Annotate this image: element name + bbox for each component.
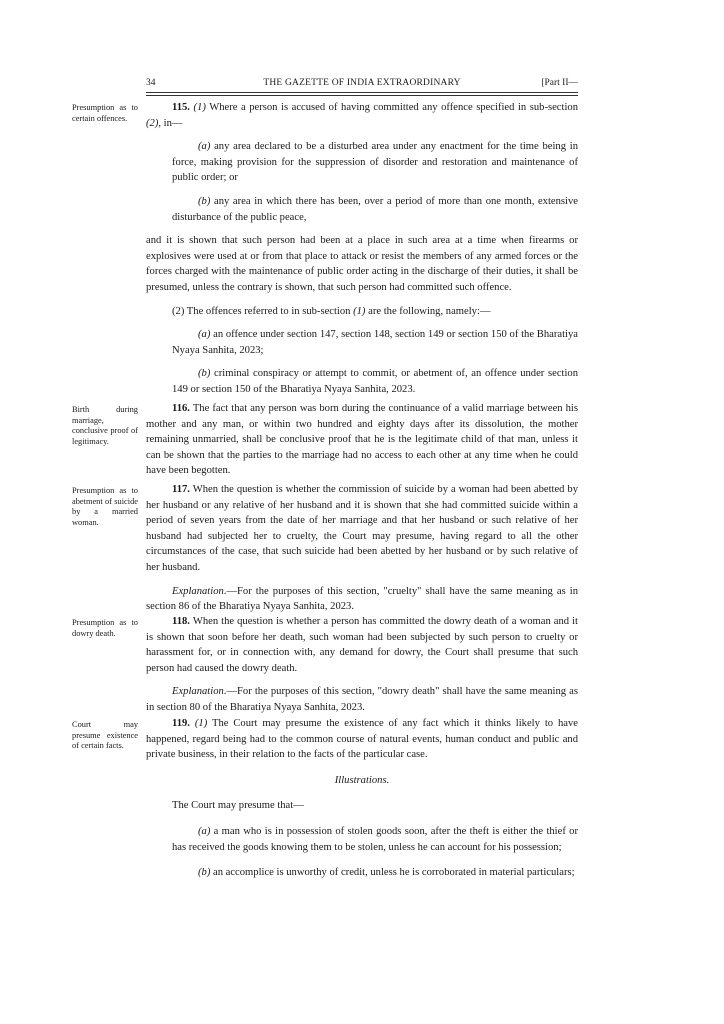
section-number: 115. (172, 102, 190, 113)
subsection-mark: (1) (194, 718, 208, 729)
header-rule-top (146, 92, 578, 93)
gazette-title: THE GAZETTE OF INDIA EXTRAORDINARY (263, 78, 461, 88)
section-119 (146, 716, 578, 881)
illustration-a (146, 824, 578, 855)
section-number: 117. (172, 484, 190, 495)
margin-note-119: Court may presume existence of certain facts. (72, 720, 138, 751)
section-118 (146, 614, 578, 716)
section-116-text (146, 401, 578, 479)
section-118-explanation (146, 684, 578, 715)
explanation-label: Explanation (172, 686, 224, 698)
section-text: Where a person is accused of having committed any offence specified in sub-section (205, 102, 578, 113)
explanation-label: Explanation (172, 585, 224, 597)
explanation-text: .—For the purposes of this section, "dowry death" shall have the same meaning as in section 80 of the Bharatiya Nyaya Sanhita, 2023. (146, 686, 578, 713)
clause-text: an accomplice is unworthy of credit, unless he is corroborated in material particulars; (210, 867, 575, 879)
clause-a (146, 139, 578, 186)
clause-mark: (a) (198, 141, 211, 153)
section-115-sub2 (146, 304, 578, 320)
clause-mark: (b) (198, 867, 211, 879)
subsection-mark: (1) (193, 102, 206, 113)
part-label: [Part II— (541, 78, 578, 88)
section-text: , in— (158, 117, 183, 129)
section-text: When the question is whether a person has committed the dowry death of a woman and it is shown that soon before her death, such woman had been subjected by such person to cruelty or harassment for, or in connection with, any demand for dowry, the Court shall presume that such person had caused the dowry death. (146, 616, 578, 674)
section-number: 119. (172, 718, 190, 729)
margin-note-116: Birth during marriage, conclusive proof of legitimacy. (72, 405, 138, 446)
clause-text: a man who is in possession of stolen goods soon, after the theft is either the thief or has received the goods knowing them to be stolen, unless he can account for his possession; (172, 825, 578, 853)
clause-text: any area declared to be a disturbed area under any enactment for the time being in force, making provision for the suppression of disorder and restoration and maintenance of public order; or (172, 141, 578, 184)
clause-2b (146, 366, 578, 397)
section-115 (146, 100, 578, 398)
clause-mark: (a) (198, 329, 211, 341)
running-header (146, 78, 578, 92)
section-number: 116. (172, 403, 190, 414)
clause-text: any area in which there has been, over a period of more than one month, extensive disturbance of the public peace, (172, 195, 578, 223)
clause-text: an offence under section 147, section 148, section 149 or section 150 of the Bharatiya Nyaya Sanhita, 2023; (172, 329, 578, 356)
section-115-continuation: and it is shown that such person had been at a place in such area at a time when firearms or explosives were used at or from that place to attack or resist the members of any armed forces or the forces charged with the maintenance of public order acting in the discharge of their duties, it shall be presumed, unless the contrary is shown, that such person had committed such offence. (146, 235, 578, 293)
section-text: are the following, namely:— (365, 305, 491, 317)
margin-note-115: Presumption as to certain offences. (72, 103, 138, 123)
clause-mark: (a) (198, 825, 211, 837)
page-number: 34 (146, 78, 156, 88)
clause-mark: (b) (198, 195, 211, 207)
section-text: (2) The offences referred to in sub-section (172, 305, 354, 317)
section-116 (146, 401, 578, 479)
section-117-text (146, 482, 578, 576)
illustrations-label: Illustrations. (334, 774, 390, 786)
illustration-b (146, 865, 578, 881)
presume-lead: The Court may presume that— (172, 800, 304, 812)
section-117 (146, 482, 578, 615)
section-118-text (146, 614, 578, 676)
illustrations-heading (146, 773, 578, 789)
clause-b (146, 194, 578, 225)
subsection-ref: (1) (353, 305, 366, 317)
header-rule-bottom (146, 95, 578, 96)
section-117-explanation (146, 584, 578, 615)
explanation-text: .—For the purposes of this section, "cruelty" shall have the same meaning as in section 86 of the Bharatiya Nyaya Sanhita, 2023. (146, 585, 578, 613)
clause-2a (146, 327, 578, 358)
margin-note-117: Presumption as to abetment of suicide by a married woman. (72, 486, 138, 527)
subsection-ref: (2) (146, 117, 159, 129)
section-text: The fact that any person was born during the continuance of a valid marriage between his mother and any man, or within two hundred and eighty days after its dissolution, the mother remaining unmarried, shall be conclusive proof that he is the legitimate child of that man, unless it can be shown that the parties to the marriage had no access to each other at any time when he could have been begotten. (146, 403, 578, 477)
section-number: 118. (172, 616, 190, 627)
clause-mark: (b) (198, 368, 211, 380)
clause-text: criminal conspiracy or attempt to commit, or abetment of, an offence under section 149 or section 150 of the Bharatiya Nyaya Sanhita, 2023. (172, 368, 578, 395)
section-115-sub1 (146, 100, 578, 131)
section-text: When the question is whether the commission of suicide by a woman had been abetted by her husband or any relative of her husband and it is shown that she had committed suicide within a period of seven years from the date of her marriage and that her husband or such relative of her husband had subjected her to cruelty, the Court may presume, having regard to all the other circumstances of the case, that such suicide had been abetted by her husband or by such relative of her husband. (146, 484, 578, 573)
section-119-text (146, 716, 578, 763)
section-text: The Court may presume the existence of any fact which it thinks likely to have happened, regard being had to the common course of natural events, human conduct and public and private business, in their relation to the facts of the particular case. (146, 718, 578, 761)
margin-note-118: Presumption as to dowry death. (72, 618, 138, 638)
